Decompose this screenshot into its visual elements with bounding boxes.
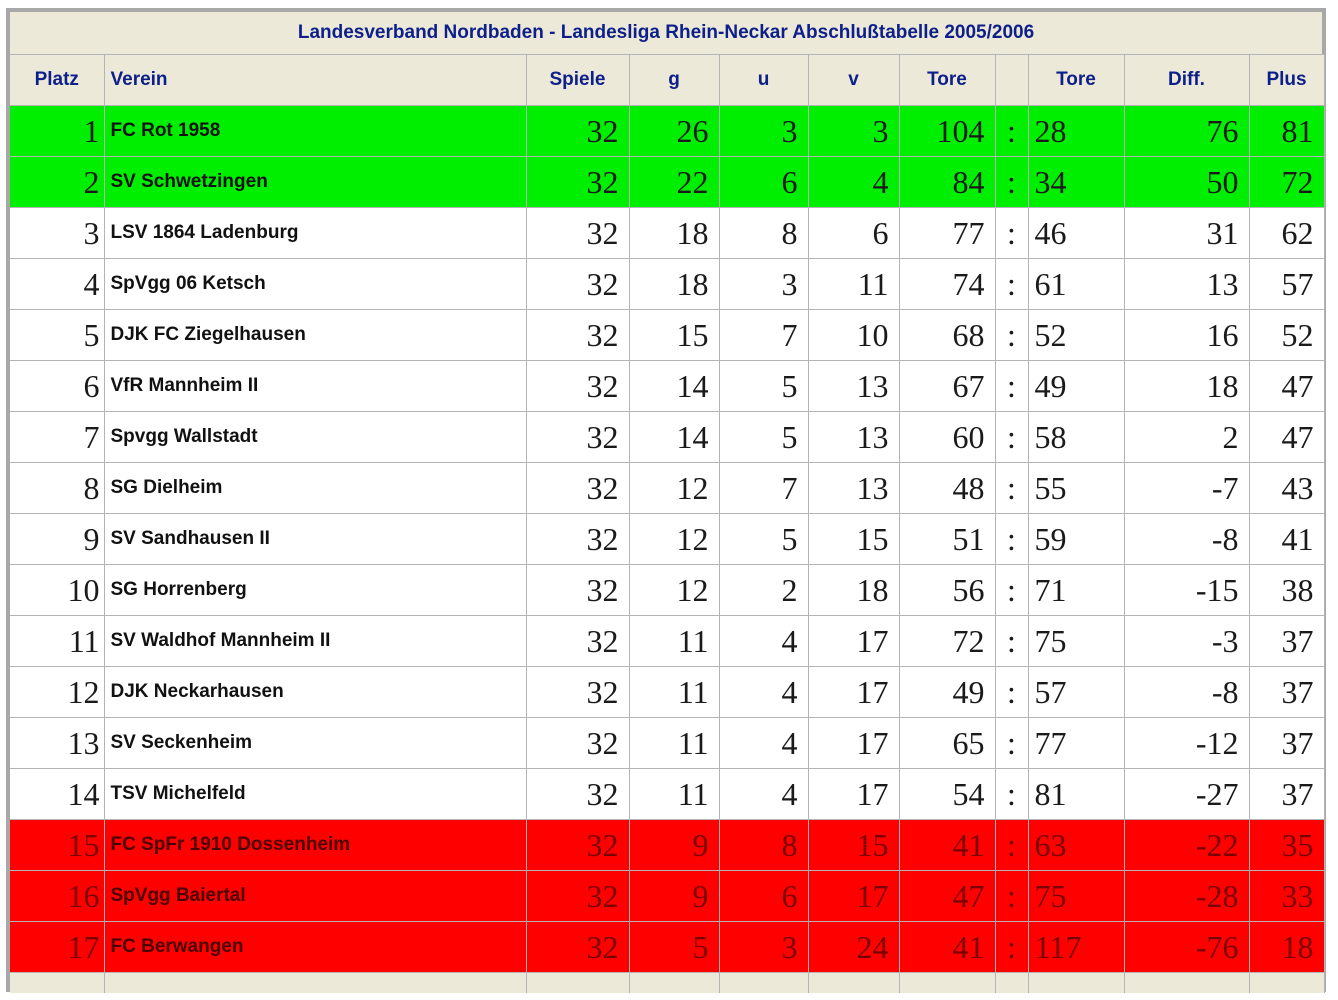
cell-platz: 15 [10, 820, 104, 871]
cell-diff: 2 [1124, 412, 1249, 463]
cell-plus: 41 [1249, 514, 1324, 565]
cell-tore-for: 49 [899, 667, 995, 718]
header-tore-for: Tore [899, 55, 995, 106]
table-row [10, 259, 1324, 310]
cell-g: 9 [629, 871, 719, 922]
cell-g: 9 [629, 820, 719, 871]
cell-diff: -27 [1124, 769, 1249, 820]
cell-tore-against: 58 [1028, 412, 1124, 463]
cell-plus: 47 [1249, 412, 1324, 463]
cell-platz: 17 [10, 922, 104, 973]
cell-verein: SpVgg Baiertal [104, 871, 526, 922]
header-plus: Plus [1249, 55, 1324, 106]
cell-colon: : [995, 412, 1028, 463]
cell-plus: 47 [1249, 361, 1324, 412]
cell-platz: 1 [10, 106, 104, 157]
cell-tore-against: 52 [1028, 310, 1124, 361]
table-row [10, 820, 1324, 871]
cell-tore-for: 77 [899, 208, 995, 259]
cell-g: 14 [629, 412, 719, 463]
header-tore-against: Tore [1028, 55, 1124, 106]
cell-platz: 16 [10, 871, 104, 922]
cell-u: 6 [719, 157, 808, 208]
cell-v: 24 [808, 922, 899, 973]
cell-g: 14 [629, 361, 719, 412]
cell-diff: -12 [1124, 718, 1249, 769]
cell-u: 5 [719, 361, 808, 412]
cell-tore-against: 59 [1028, 514, 1124, 565]
table-title: Landesverband Nordbaden - Landesliga Rhein-Neckar Abschlußtabelle 2005/2006 [297, 22, 1035, 43]
cell-plus: 37 [1249, 667, 1324, 718]
cell-tore-for: 60 [899, 412, 995, 463]
cell-tore-for: 51 [899, 514, 995, 565]
footer-cell [808, 973, 899, 994]
cell-v: 3 [808, 106, 899, 157]
cell-colon: : [995, 871, 1028, 922]
table-row [10, 871, 1324, 922]
cell-v: 17 [808, 616, 899, 667]
cell-colon: : [995, 106, 1028, 157]
header-platz: Platz [10, 55, 104, 106]
standings-frame [6, 8, 1326, 992]
cell-v: 13 [808, 361, 899, 412]
cell-tore-against: 81 [1028, 769, 1124, 820]
cell-v: 13 [808, 412, 899, 463]
table-row [10, 922, 1324, 973]
footer-cell [104, 973, 526, 994]
cell-platz: 10 [10, 565, 104, 616]
footer-cell [719, 973, 808, 994]
cell-g: 12 [629, 514, 719, 565]
cell-tore-against: 34 [1028, 157, 1124, 208]
cell-spiele: 32 [526, 310, 629, 361]
cell-v: 6 [808, 208, 899, 259]
cell-tore-for: 47 [899, 871, 995, 922]
cell-colon: : [995, 514, 1028, 565]
cell-plus: 81 [1249, 106, 1324, 157]
cell-spiele: 32 [526, 106, 629, 157]
cell-spiele: 32 [526, 361, 629, 412]
cell-platz: 11 [10, 616, 104, 667]
cell-g: 12 [629, 565, 719, 616]
cell-g: 18 [629, 208, 719, 259]
cell-v: 10 [808, 310, 899, 361]
header-v: v [808, 55, 899, 106]
cell-tore-for: 56 [899, 565, 995, 616]
cell-tore-against: 61 [1028, 259, 1124, 310]
cell-verein: VfR Mannheim II [104, 361, 526, 412]
cell-diff: -15 [1124, 565, 1249, 616]
cell-verein: DJK FC Ziegelhausen [104, 310, 526, 361]
cell-colon: : [995, 667, 1028, 718]
cell-plus: 37 [1249, 616, 1324, 667]
cell-spiele: 32 [526, 820, 629, 871]
cell-g: 11 [629, 616, 719, 667]
cell-platz: 9 [10, 514, 104, 565]
cell-colon: : [995, 820, 1028, 871]
cell-tore-for: 65 [899, 718, 995, 769]
cell-diff: -7 [1124, 463, 1249, 514]
cell-platz: 4 [10, 259, 104, 310]
cell-colon: : [995, 565, 1028, 616]
footer-cell [526, 973, 629, 994]
cell-diff: 18 [1124, 361, 1249, 412]
cell-verein: SpVgg 06 Ketsch [104, 259, 526, 310]
cell-verein: DJK Neckarhausen [104, 667, 526, 718]
cell-tore-for: 54 [899, 769, 995, 820]
cell-platz: 7 [10, 412, 104, 463]
footer-cell [899, 973, 995, 994]
cell-spiele: 32 [526, 871, 629, 922]
cell-v: 17 [808, 769, 899, 820]
cell-diff: -28 [1124, 871, 1249, 922]
cell-diff: -8 [1124, 667, 1249, 718]
cell-platz: 13 [10, 718, 104, 769]
header-spiele: Spiele [526, 55, 629, 106]
header-g: g [629, 55, 719, 106]
cell-spiele: 32 [526, 565, 629, 616]
cell-verein: SV Sandhausen II [104, 514, 526, 565]
cell-plus: 18 [1249, 922, 1324, 973]
cell-spiele: 32 [526, 514, 629, 565]
table-row [10, 208, 1324, 259]
cell-colon: : [995, 718, 1028, 769]
cell-verein: TSV Michelfeld [104, 769, 526, 820]
cell-verein: SG Dielheim [104, 463, 526, 514]
cell-spiele: 32 [526, 718, 629, 769]
cell-g: 11 [629, 769, 719, 820]
cell-platz: 14 [10, 769, 104, 820]
cell-platz: 6 [10, 361, 104, 412]
cell-diff: 16 [1124, 310, 1249, 361]
cell-tore-for: 104 [899, 106, 995, 157]
cell-u: 4 [719, 616, 808, 667]
cell-diff: 13 [1124, 259, 1249, 310]
cell-platz: 12 [10, 667, 104, 718]
cell-u: 6 [719, 871, 808, 922]
cell-v: 18 [808, 565, 899, 616]
table-row [10, 514, 1324, 565]
cell-tore-for: 72 [899, 616, 995, 667]
cell-v: 4 [808, 157, 899, 208]
cell-diff: -8 [1124, 514, 1249, 565]
cell-spiele: 32 [526, 157, 629, 208]
header-verein: Verein [104, 55, 526, 106]
footer-cell [1028, 973, 1124, 994]
cell-platz: 5 [10, 310, 104, 361]
cell-v: 17 [808, 718, 899, 769]
cell-g: 5 [629, 922, 719, 973]
cell-tore-against: 77 [1028, 718, 1124, 769]
cell-colon: : [995, 259, 1028, 310]
cell-tore-against: 28 [1028, 106, 1124, 157]
table-row [10, 361, 1324, 412]
cell-tore-against: 63 [1028, 820, 1124, 871]
cell-u: 7 [719, 463, 808, 514]
cell-tore-against: 75 [1028, 871, 1124, 922]
cell-u: 5 [719, 514, 808, 565]
cell-u: 8 [719, 820, 808, 871]
cell-platz: 2 [10, 157, 104, 208]
cell-v: 15 [808, 514, 899, 565]
cell-tore-against: 55 [1028, 463, 1124, 514]
cell-v: 13 [808, 463, 899, 514]
cell-tore-for: 41 [899, 922, 995, 973]
table-row [10, 157, 1324, 208]
header-u: u [719, 55, 808, 106]
cell-platz: 3 [10, 208, 104, 259]
cell-plus: 35 [1249, 820, 1324, 871]
table-row [10, 718, 1324, 769]
table-row [10, 463, 1324, 514]
cell-v: 11 [808, 259, 899, 310]
cell-diff: -3 [1124, 616, 1249, 667]
cell-plus: 72 [1249, 157, 1324, 208]
cell-v: 17 [808, 871, 899, 922]
cell-spiele: 32 [526, 412, 629, 463]
header-colon-spacer [995, 55, 1028, 106]
cell-verein: FC SpFr 1910 Dossenheim [104, 820, 526, 871]
cell-colon: : [995, 361, 1028, 412]
cell-colon: : [995, 463, 1028, 514]
cell-u: 3 [719, 259, 808, 310]
cell-colon: : [995, 208, 1028, 259]
cell-spiele: 32 [526, 616, 629, 667]
cell-u: 7 [719, 310, 808, 361]
cell-spiele: 32 [526, 667, 629, 718]
header-row [10, 55, 1324, 106]
table-row [10, 667, 1324, 718]
cell-tore-for: 48 [899, 463, 995, 514]
cell-tore-against: 71 [1028, 565, 1124, 616]
cell-colon: : [995, 769, 1028, 820]
table-row [10, 565, 1324, 616]
cell-g: 15 [629, 310, 719, 361]
cell-g: 11 [629, 718, 719, 769]
cell-tore-for: 84 [899, 157, 995, 208]
cell-verein: SG Horrenberg [104, 565, 526, 616]
cell-u: 2 [719, 565, 808, 616]
cell-tore-against: 117 [1028, 922, 1124, 973]
cell-spiele: 32 [526, 208, 629, 259]
cell-tore-against: 49 [1028, 361, 1124, 412]
footer-cell [629, 973, 719, 994]
cell-colon: : [995, 922, 1028, 973]
cell-colon: : [995, 310, 1028, 361]
cell-plus: 52 [1249, 310, 1324, 361]
cell-g: 26 [629, 106, 719, 157]
cell-verein: SV Seckenheim [104, 718, 526, 769]
cell-plus: 57 [1249, 259, 1324, 310]
table-row [10, 616, 1324, 667]
cell-u: 3 [719, 106, 808, 157]
cell-tore-for: 68 [899, 310, 995, 361]
table-row [10, 412, 1324, 463]
table-footer-row [10, 973, 1324, 994]
cell-plus: 62 [1249, 208, 1324, 259]
cell-tore-for: 67 [899, 361, 995, 412]
cell-u: 4 [719, 667, 808, 718]
cell-verein: FC Berwangen [104, 922, 526, 973]
cell-plus: 37 [1249, 718, 1324, 769]
cell-platz: 8 [10, 463, 104, 514]
cell-v: 17 [808, 667, 899, 718]
cell-colon: : [995, 157, 1028, 208]
cell-verein: SV Schwetzingen [104, 157, 526, 208]
cell-diff: 50 [1124, 157, 1249, 208]
cell-plus: 43 [1249, 463, 1324, 514]
cell-plus: 33 [1249, 871, 1324, 922]
cell-diff: 76 [1124, 106, 1249, 157]
cell-verein: Spvgg Wallstadt [104, 412, 526, 463]
cell-plus: 37 [1249, 769, 1324, 820]
cell-tore-against: 46 [1028, 208, 1124, 259]
cell-tore-for: 74 [899, 259, 995, 310]
cell-u: 8 [719, 208, 808, 259]
footer-cell [10, 973, 104, 994]
cell-spiele: 32 [526, 922, 629, 973]
cell-tore-against: 75 [1028, 616, 1124, 667]
cell-u: 5 [719, 412, 808, 463]
cell-v: 15 [808, 820, 899, 871]
standings-table [10, 54, 1325, 993]
cell-tore-against: 57 [1028, 667, 1124, 718]
standings-body [10, 106, 1324, 994]
footer-cell [995, 973, 1028, 994]
cell-plus: 38 [1249, 565, 1324, 616]
cell-verein: LSV 1864 Ladenburg [104, 208, 526, 259]
cell-spiele: 32 [526, 463, 629, 514]
cell-colon: : [995, 616, 1028, 667]
table-row [10, 310, 1324, 361]
cell-verein: FC Rot 1958 [104, 106, 526, 157]
cell-diff: -76 [1124, 922, 1249, 973]
cell-spiele: 32 [526, 769, 629, 820]
cell-diff: -22 [1124, 820, 1249, 871]
cell-u: 4 [719, 718, 808, 769]
table-row [10, 769, 1324, 820]
cell-spiele: 32 [526, 259, 629, 310]
footer-cell [1249, 973, 1324, 994]
cell-tore-for: 41 [899, 820, 995, 871]
cell-g: 22 [629, 157, 719, 208]
footer-cell [1124, 973, 1249, 994]
cell-g: 11 [629, 667, 719, 718]
cell-g: 12 [629, 463, 719, 514]
cell-g: 18 [629, 259, 719, 310]
cell-verein: SV Waldhof Mannheim II [104, 616, 526, 667]
cell-diff: 31 [1124, 208, 1249, 259]
cell-u: 3 [719, 922, 808, 973]
header-diff: Diff. [1124, 55, 1249, 106]
table-row [10, 106, 1324, 157]
cell-u: 4 [719, 769, 808, 820]
